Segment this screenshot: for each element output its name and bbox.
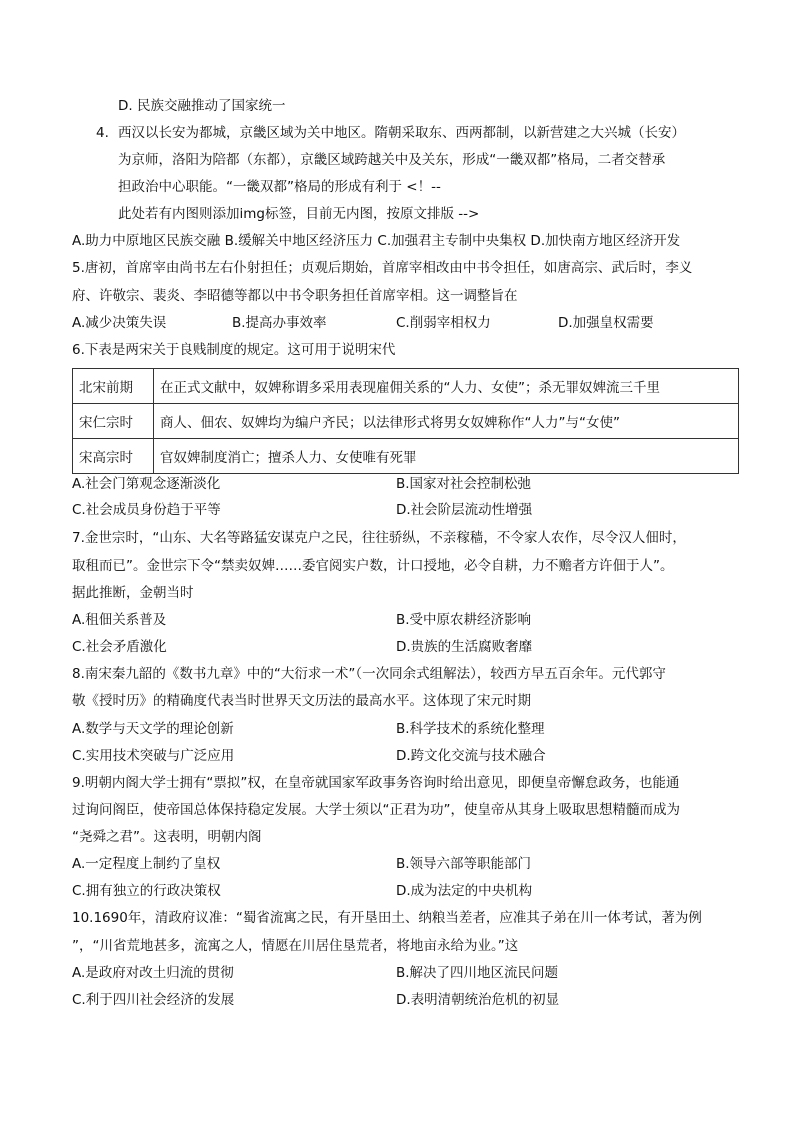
q6-option-b: B.国家对社会控制松弛 bbox=[396, 476, 532, 492]
q4-stem-line-1: 西汉以长安为都城，京畿区域为关中地区。隋朝采取东、西两都制，以新营建之大兴城（长安） bbox=[118, 125, 685, 141]
q4-stem-line-4: 此处若有内图则添加img标签，目前无内图，按原文排版 --> bbox=[118, 206, 480, 222]
q10-option-d: D.表明清朝统治危机的初显 bbox=[396, 992, 560, 1008]
q5-option-a: A.减少决策失误 bbox=[72, 315, 167, 331]
q9-stem-line-2: 过询问阁臣，使帝国总体保持稳定发展。大学士须以“正君为功”，使皇帝从其身上吸取思想精髓而成为 bbox=[72, 802, 680, 818]
q9-stem-line-1: 9.明朝内阁大学士拥有“票拟”权，在皇帝就国家军政事务咨询时给出意见，即便皇帝懈怠政务，也能通 bbox=[72, 775, 680, 791]
q10-option-b: B.解决了四川地区流民问题 bbox=[396, 965, 559, 981]
q8-option-d: D.跨文化交流与技术融合 bbox=[396, 748, 546, 764]
q8-stem-line-1: 8.南宋秦九韶的《数书九章》中的“大衍求一术”（一次同余式组解法），较西方早五百余年。元代郭守 bbox=[72, 666, 666, 682]
table-period-cell: 宋仁宗时 bbox=[73, 404, 154, 439]
q5-stem-line-1: 5.唐初，首席宰由尚书左右仆射担任；贞观后期始，首席宰相改由中书令担任，如唐高宗、武后时，李义 bbox=[72, 260, 693, 276]
song-rules-table bbox=[72, 368, 739, 474]
q7-stem-line-2: 取租而已”。金世宗下令“禁卖奴婢……委官阅实户数，计口授地，必令自耕，力不赡者方许佃于人”。 bbox=[72, 558, 674, 574]
q4-stem-line-3: 担政治中心职能。“一畿双都”格局的形成有利于 <！-- bbox=[118, 179, 441, 195]
q5-option-b: B.提高办事效率 bbox=[232, 315, 327, 331]
q7-option-d: D.贵族的生活腐败奢靡 bbox=[396, 639, 533, 655]
q9-option-b: B.领导六部等职能部门 bbox=[396, 856, 532, 872]
q6-option-a: A.社会门第观念逐渐淡化 bbox=[72, 476, 221, 492]
q10-option-c: C.利于四川社会经济的发展 bbox=[72, 992, 235, 1008]
q7-option-b: B.受中原农耕经济影响 bbox=[396, 612, 532, 628]
q7-stem-line-3: 据此推断，金朝当时 bbox=[72, 585, 194, 601]
q9-option-d: D.成为法定的中央机构 bbox=[396, 883, 533, 899]
q5-stem-line-2: 府、许敬宗、裴炎、李昭德等都以中书令职务担任首席宰相。这一调整旨在 bbox=[72, 288, 518, 304]
q7-option-c: C.社会矛盾激化 bbox=[72, 639, 167, 655]
q10-stem-line-2: ”，“川省荒地甚多，流寓之人，情愿在川居住垦荒者，将地亩永给为业。”这 bbox=[72, 938, 519, 954]
q4-number: 4. bbox=[96, 125, 109, 141]
table-period-cell: 宋高宗时 bbox=[73, 439, 154, 474]
table-content-cell: 官奴婢制度消亡；擅杀人力、女使唯有死罪 bbox=[154, 439, 739, 474]
q7-stem-line-1: 7.金世宗时，“山东、大名等路猛安谋克户之民，往往骄纵，不亲稼穑，不令家人农作，尽令汉人佃时， bbox=[72, 530, 686, 546]
q6-option-c: C.社会成员身份趋于平等 bbox=[72, 502, 221, 518]
q8-option-b: B.科学技术的系统化整理 bbox=[396, 721, 545, 737]
q10-stem-line-1: 10.1690年，清政府议准：“蜀省流寓之民，有开垦田土、纳粮当差者，应准其子弟在川一体考试，著为例 bbox=[72, 910, 702, 926]
q6-stem: 6.下表是两宋关于良贱制度的规定。这可用于说明宋代 bbox=[72, 342, 396, 358]
q9-option-a: A.一定程度上制约了皇权 bbox=[72, 856, 221, 872]
q5-option-d: D.加强皇权需要 bbox=[558, 315, 654, 331]
q5-option-c: C.削弱宰相权力 bbox=[396, 315, 491, 331]
q3-option-d: D. 民族交融推动了国家统一 bbox=[118, 98, 286, 114]
table-row bbox=[73, 404, 739, 439]
q9-stem-line-3: “尧舜之君”。这表明，明朝内阁 bbox=[72, 829, 262, 845]
q8-option-a: A.数学与天文学的理论创新 bbox=[72, 721, 234, 737]
q7-option-a: A.租佃关系普及 bbox=[72, 612, 167, 628]
table-period-cell: 北宋前期 bbox=[73, 369, 154, 404]
q9-option-c: C.拥有独立的行政决策权 bbox=[72, 883, 221, 899]
q6-option-d: D.社会阶层流动性增强 bbox=[396, 502, 533, 518]
table-row bbox=[73, 369, 739, 404]
table-content-cell: 商人、佃农、奴婢均为编户齐民；以法律形式将男女奴婢称作“人力”与“女使” bbox=[154, 404, 739, 439]
q4-stem-line-2: 为京师，洛阳为陪都（东都），京畿区域跨越关中及关东，形成“一畿双都”格局，二者交替承 bbox=[118, 152, 666, 168]
q10-option-a: A.是政府对改土归流的贯彻 bbox=[72, 965, 234, 981]
q4-options: A.助力中原地区民族交融 B.缓解关中地区经济压力 C.加强君主专制中央集权 D.加快南方地区经济开发 bbox=[72, 233, 681, 249]
table-content-cell: 在正式文献中，奴婢称谓多采用表现雇佣关系的“人力、女使”；杀无罪奴婢流三千里 bbox=[154, 369, 739, 404]
q8-stem-line-2: 敬《授时历》的精确度代表当时世界天文历法的最高水平。这体现了宋元时期 bbox=[72, 693, 531, 709]
table-row bbox=[73, 439, 739, 474]
q8-option-c: C.实用技术突破与广泛应用 bbox=[72, 748, 235, 764]
